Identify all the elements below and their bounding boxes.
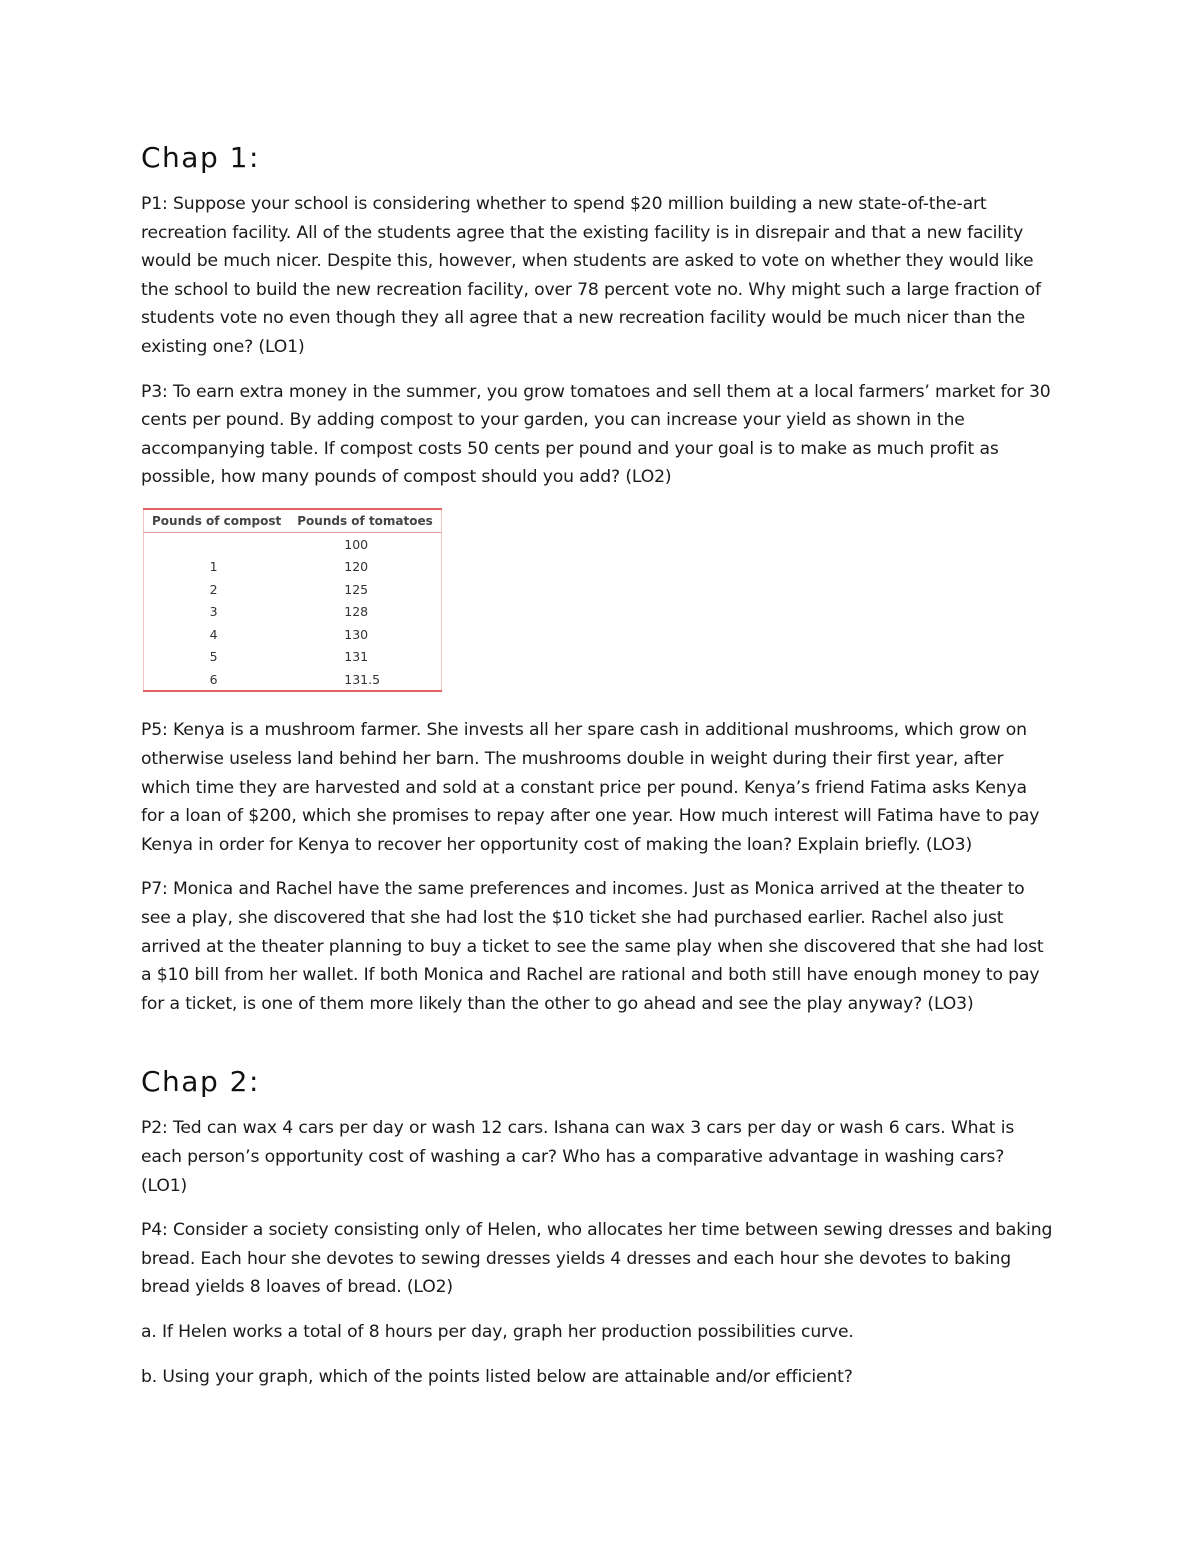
table-row bbox=[144, 623, 442, 646]
table-cell-compost: 6 bbox=[209, 671, 218, 687]
table-header-compost: Pounds of compost bbox=[144, 509, 290, 533]
table-cell-compost: 3 bbox=[209, 604, 218, 620]
problem-p4: P4: Consider a society consisting only of Helen, who allocates her time between sewing dresses and baking bread. Each hour she devotes to sewing dresses yields 4 dresses and each hour she devotes to baking bread yields 8 loaves of bread. (LO2) bbox=[141, 1220, 1053, 1298]
table-row bbox=[144, 645, 442, 668]
table-cell-tomatoes: 130 bbox=[344, 626, 369, 642]
table-row bbox=[144, 532, 442, 555]
table-row bbox=[144, 555, 442, 578]
table-cell-tomatoes: 131 bbox=[344, 649, 369, 665]
problem-p4-part-a: a. If Helen works a total of 8 hours per day, graph her production possibilities curve. bbox=[141, 1321, 854, 1342]
table-row bbox=[144, 668, 442, 692]
table-cell-tomatoes: 120 bbox=[344, 559, 369, 575]
table-cell-tomatoes: 100 bbox=[344, 536, 369, 552]
problem-p2: P2: Ted can wax 4 cars per day or wash 12 cars. Ishana can wax 3 cars per day or wash 6 cars. What is each person’s opportunity cost of washing a car? Who has a comparative advantage in washing cars? (LO1) bbox=[141, 1118, 1015, 1196]
table-cell-compost: 4 bbox=[209, 626, 218, 642]
problem-p3: P3: To earn extra money in the summer, you grow tomatoes and sell them at a local farmers’ market for 30 cents per pound. By adding compost to your garden, you can increase your yield as shown in the accompanying table. If compost costs 50 cents per pound and your goal is to make as much profit as possible, how many pounds of compost should you add? (LO2) bbox=[141, 381, 1051, 488]
table-cell-tomatoes: 131.5 bbox=[344, 671, 381, 687]
problem-p5: P5: Kenya is a mushroom farmer. She invests all her spare cash in additional mushrooms, which grow on otherwise useless land behind her barn. The mushrooms double in weight during their first year, after which time they are harvested and sold at a constant price per pound. Kenya’s friend Fatima asks Kenya for a loan of $200, which she promises to repay after one year. How much interest will Fatima have to pay Kenya in order for Kenya to recover her opportunity cost of making the loan? Explain briefly. (LO3) bbox=[141, 720, 1040, 855]
chap1-heading: Chap 1: bbox=[141, 141, 260, 174]
table-cell-tomatoes: 125 bbox=[344, 581, 369, 597]
table-cell-compost: 5 bbox=[209, 649, 218, 665]
problem-p1: P1: Suppose your school is considering whether to spend $20 million building a new state-of-the-art recreation facility. All of the students agree that the existing facility is in disrepair and that a new facility would be much nicer. Despite this, however, when students are asked to vote on whether they would like the school to build the new recreation facility, over 78 percent vote no. Why might such a large fraction of students vote no even though they all agree that a new recreation facility would be much nicer than the existing one? (LO1) bbox=[141, 194, 1041, 357]
table-cell-compost bbox=[144, 532, 290, 555]
table-cell-tomatoes: 128 bbox=[344, 604, 369, 620]
chap2-heading: Chap 2: bbox=[141, 1065, 260, 1099]
problem-p7: P7: Monica and Rachel have the same preferences and incomes. Just as Monica arrived at the theater to see a play, she discovered that she had lost the $10 ticket she had purchased earlier. Rachel also just arrived at the theater planning to buy a ticket to see the same play when she discovered that she had lost a $10 bill from her wallet. If both Monica and Rachel are rational and both still have enough money to pay for a ticket, is one of them more likely than the other to go ahead and see the play anyway? (LO3) bbox=[141, 879, 1044, 1014]
table-row bbox=[144, 600, 442, 623]
compost-tomatoes-table bbox=[143, 508, 442, 693]
table-header-tomatoes: Pounds of tomatoes bbox=[289, 509, 441, 533]
problem-p4-part-b: b. Using your graph, which of the points listed below are attainable and/or efficient? bbox=[141, 1366, 853, 1387]
table-cell-compost: 2 bbox=[209, 581, 218, 597]
table-row bbox=[144, 578, 442, 601]
table-header-row bbox=[144, 509, 442, 533]
document-page bbox=[141, 138, 1053, 1407]
table-cell-compost: 1 bbox=[209, 559, 218, 575]
